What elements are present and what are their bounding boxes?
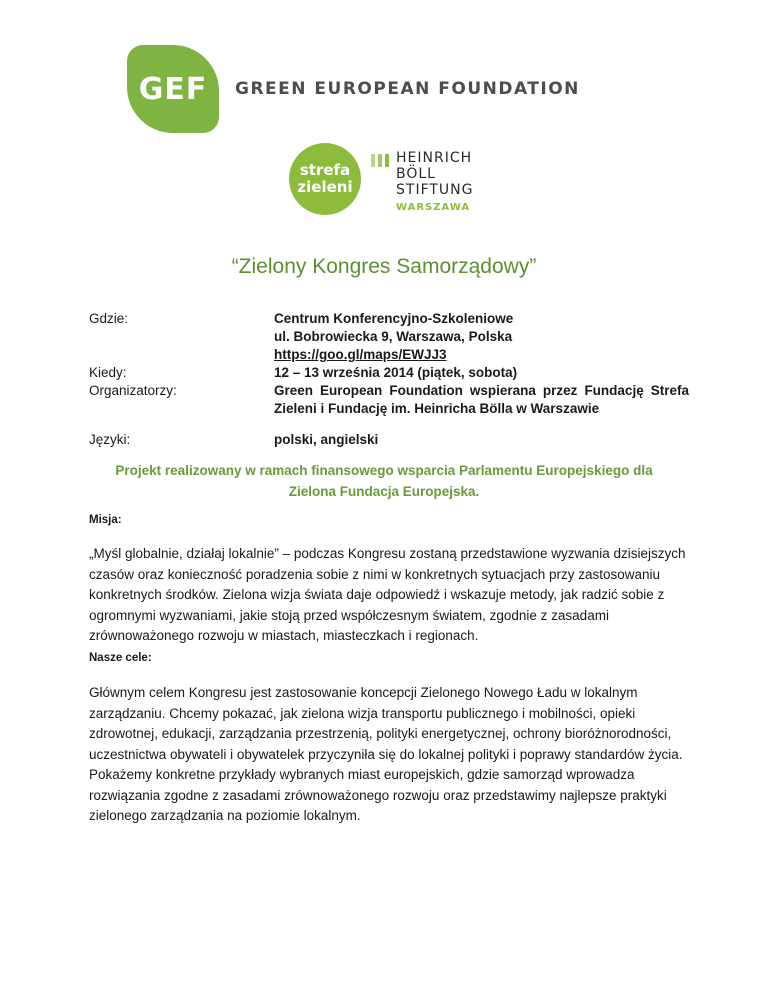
goals-heading: Nasze cele: — [89, 652, 152, 664]
strefa-logo-line1: strefa — [299, 161, 351, 179]
project-note — [89, 460, 679, 502]
languages-label: Języki: — [89, 432, 131, 447]
hbs-line3: STIFTUNG — [396, 182, 474, 198]
organizers-label: Organizatorzy: — [89, 383, 177, 398]
goals-text: Głównym celem Kongresu jest zastosowanie koncepcji Zielonego Nowego Ładu w lokalnym zarządzaniu. Chcemy pokazać, jak zielona wizja transportu publicznego i mobilności, opieki zdrowotnej, edukacji, zarządzania przestrzenią, polityki energetycznej, ochrony bioróżnorodności, uczestnictwa obywateli i obywatelek przyczyniła się do lokalnej polityki i poprawy standardów życia. Pokażemy konkretne przykłady wybranych miast europejskich, gdzie samorząd wprowadza rozwiązania zgodne z zasadami zrównoważonego rozwoju oraz przedstawimy najlepsze praktyki zielonego zarządzania na poziomie lokalnym. — [89, 685, 683, 823]
where-line2: ul. Bobrowiecka 9, Warszawa, Polska — [274, 329, 513, 344]
hbs-bars-icon — [371, 154, 389, 216]
where-label: Gdzie: — [89, 311, 129, 326]
gef-logo-mark — [127, 45, 219, 133]
map-link[interactable]: https://goo.gl/maps/EWJJ3 — [274, 347, 447, 362]
when-value: 12 – 13 września 2014 (piątek, sobota) — [274, 365, 518, 380]
heinrich-boll-logo — [371, 150, 474, 216]
where-line1: Centrum Konferencyjno-Szkoleniowe — [274, 311, 514, 326]
hbs-line1: HEINRICH — [396, 150, 473, 166]
project-note-line2: Zielona Fundacja Europejska. — [288, 484, 480, 499]
organizers-value: Green European Foundation wspierana przez Fundację Strefa Zieleni i Fundację im. Heinricha Bölla w Warszawie — [274, 383, 689, 416]
mission-heading: Misja: — [89, 514, 122, 526]
mission-text: „Myśl globalnie, działaj lokalnie” – podczas Kongresu zostaną przedstawione wyzwania dzisiejszych czasów oraz konieczność poradzenia sobie z nimi w konkretnych sytuacjach przy zastosowaniu konkretnych środków. Zielona wizja świata daje odpowiedź i wskazuje metody, jak radzić sobie z ogromnymi wyzwaniami, jakie stoją przed współczesnym światem, zgodnie z zasadami zrównoważonego rozwoju w miastach, miasteczkach i regionach. — [89, 546, 686, 643]
project-note-line1: Projekt realizowany w ramach finansowego wsparcia Parlamentu Europejskiego dla — [115, 463, 653, 478]
hbs-city: WARSZAWA — [396, 202, 471, 213]
gef-logo-mark-text: GEF — [138, 71, 208, 107]
when-label: Kiedy: — [89, 365, 127, 380]
document-title: “Zielony Kongres Samorządowy” — [231, 255, 537, 278]
gef-logo — [127, 45, 580, 133]
hbs-line2: BÖLL — [396, 166, 436, 182]
languages-value: polski, angielski — [274, 432, 379, 447]
strefa-zieleni-logo — [289, 143, 361, 215]
gef-logo-name: GREEN EUROPEAN FOUNDATION — [235, 79, 580, 99]
strefa-logo-line2: zieleni — [297, 178, 353, 196]
